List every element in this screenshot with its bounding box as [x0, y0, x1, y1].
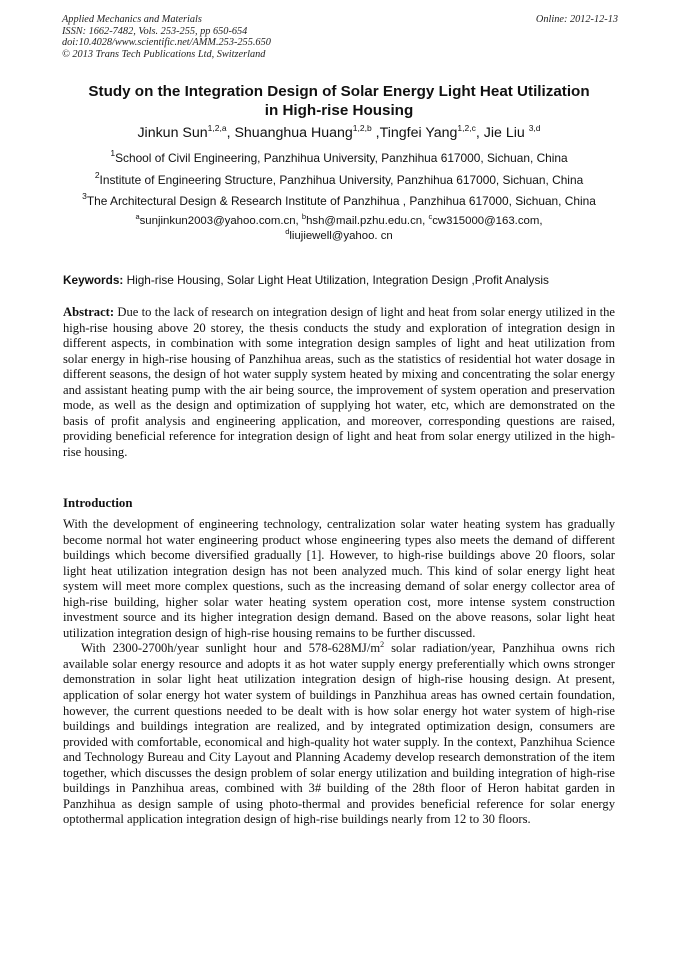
- abstract-label: Abstract:: [63, 305, 115, 319]
- author-name: Jinkun Sun: [137, 125, 208, 141]
- affiliation-3: [30, 191, 648, 208]
- affiliation-text: The Architectural Design & Research Institute of Panzhihua , Panzhihua 617000, Sichuan, China: [86, 194, 596, 208]
- intro-p2-start: With 2300-2700h/year sunlight hour and 578-628MJ/m: [81, 641, 381, 656]
- author-affil-mark: 1,2,a: [207, 123, 227, 133]
- author-affil-mark: 1,2,b: [352, 123, 372, 133]
- author-affil-mark: 3,d: [528, 123, 541, 133]
- paper-title: [50, 82, 628, 120]
- email-b[interactable]: hsh@mail.pzhu.edu.cn,: [306, 215, 429, 227]
- affiliation-text: Institute of Engineering Structure, Panzhihua University, Panzhihua 617000, Sichuan, China: [99, 173, 584, 187]
- author-separator: ,: [226, 125, 235, 141]
- keywords: [63, 273, 623, 287]
- intro-paragraph-2: [63, 641, 615, 828]
- author-name: Jie Liu: [483, 125, 529, 141]
- author-separator: ,: [475, 125, 484, 141]
- affiliation-2: [30, 170, 648, 187]
- email-line-1: [30, 212, 648, 228]
- abstract-text: Due to the lack of research on integration design of light and heat from solar energy utilized in the high-rise housing above 20 storey, the thesis conducts the study and exploration of integration design in different aspects, in combination with some integration design samples of light and heat utilization from solar energy in high-rise housing of Panzhihua areas, such as the statistics of residential hot water dosage in different seasons, the design of hot water supply system heated by mixing and concentrating the solar energy and assistant heating pump with the air being source, the improvement of system operation and preservation mode, as well as the design and optimization of supplying hot water, etc, which are demonstrated on the basis of profit analysis and engineering application, and moreover, corresponding questions are raised, providing beneficial reference for integration design of light and heat from solar energy utilized in the high-rise housing.: [63, 305, 615, 459]
- email-line-2: [30, 227, 648, 243]
- email-c[interactable]: cw315000@163.com,: [432, 215, 543, 227]
- affiliation-1: [30, 148, 648, 165]
- affiliation-text: School of Civil Engineering, Panzhihua University, Panzhihua 617000, Sichuan, China: [115, 151, 568, 165]
- intro-p2-rest: solar radiation/year, Panzhihua owns rich available solar energy resource and adopts it as hot water supply energy preferentially which owns stronger demonstration in solar light heat utilization integration design of high-rise housing design. At present, application of solar energy hot water system of buildings in Panzhihua areas has owned certain foundation, however, the current questions needed to be dealt with is how solar energy hot water system of high-rise buildings and buildings integration are realized, and by integrated optimization design, consumers are provided with comfortable, economical and high-quality hot water supply. In the context, Panzhihua Science and Technology Bureau and City Layout and Planning Academy develop research demonstration of the item together, which discusses the design problem of solar energy utilization and building integration of high-rise buildings in Panzhihua areas, combined with 3# building of the 28th floor of Heron habitat garden in Panzhihua as design sample of using photo-thermal and provides beneficial reference for solar energy optothermal application integration design of high-rise buildings nearly from 12 to 30 floors.: [63, 641, 615, 827]
- issn-line: ISSN: 1662-7482, Vols. 253-255, pp 650-654: [62, 25, 248, 37]
- email-d[interactable]: liujiewell@yahoo. cn: [289, 230, 393, 242]
- title-line-1: Study on the Integration Design of Solar Energy Light Heat Utilization: [88, 83, 590, 100]
- keywords-text: High-rise Housing, Solar Light Heat Utilization, Integration Design ,Profit Analysis: [123, 273, 549, 287]
- email-mark: a: [135, 212, 140, 221]
- introduction-body: [63, 517, 615, 828]
- online-date: Online: 2012-12-13: [535, 14, 618, 25]
- journal-name: Applied Mechanics and Materials: [62, 14, 202, 25]
- email-mark: c: [428, 212, 433, 221]
- author-affil-mark: 1,2,c: [457, 123, 476, 133]
- doi-line: doi:10.4028/www.scientific.net/AMM.253-255.650: [62, 37, 271, 49]
- section-heading-introduction: Introduction: [63, 496, 133, 510]
- author-name: Shuanghua Huang: [234, 125, 353, 141]
- copyright-line: © 2013 Trans Tech Publications Ltd, Switzerland: [62, 48, 266, 60]
- email-a[interactable]: sunjinkun2003@yahoo.com.cn,: [139, 215, 302, 227]
- email-mark: d: [285, 227, 290, 236]
- author-list: [40, 124, 638, 142]
- title-line-2: in High-rise Housing: [264, 102, 414, 119]
- email-mark: b: [301, 212, 307, 221]
- author-name: Tingfei Yang: [379, 125, 458, 141]
- abstract: [63, 305, 615, 460]
- keywords-label: Keywords:: [63, 273, 124, 287]
- affiliation-mark: 2: [94, 170, 100, 180]
- journal-header: [62, 14, 618, 60]
- affiliation-mark: 1: [110, 148, 116, 158]
- intro-p2-superscript: 2: [380, 640, 385, 650]
- author-separator: ,: [371, 125, 380, 141]
- affiliation-mark: 3: [82, 191, 87, 201]
- intro-paragraph-1: With the development of engineering technology, centralization solar water heating system has gradually become normal hot water engineering product whose engineering types also meets the demand of different buildings which become diversified gradually [1]. However, to high-rise buildings above 20 floors, solar light heat utilization integration design has not been analyzed much. This kind of solar energy light heat system will meet more complex questions, such as the increasing demand of solar energy collector area of high-rise building, higher solar water heating system operation cost, more intense system construction investment source and its higher integration design demand. Based on the above reasons, solar light heat utilization integration design of high-rise housing remains to be further discussed.: [63, 517, 615, 640]
